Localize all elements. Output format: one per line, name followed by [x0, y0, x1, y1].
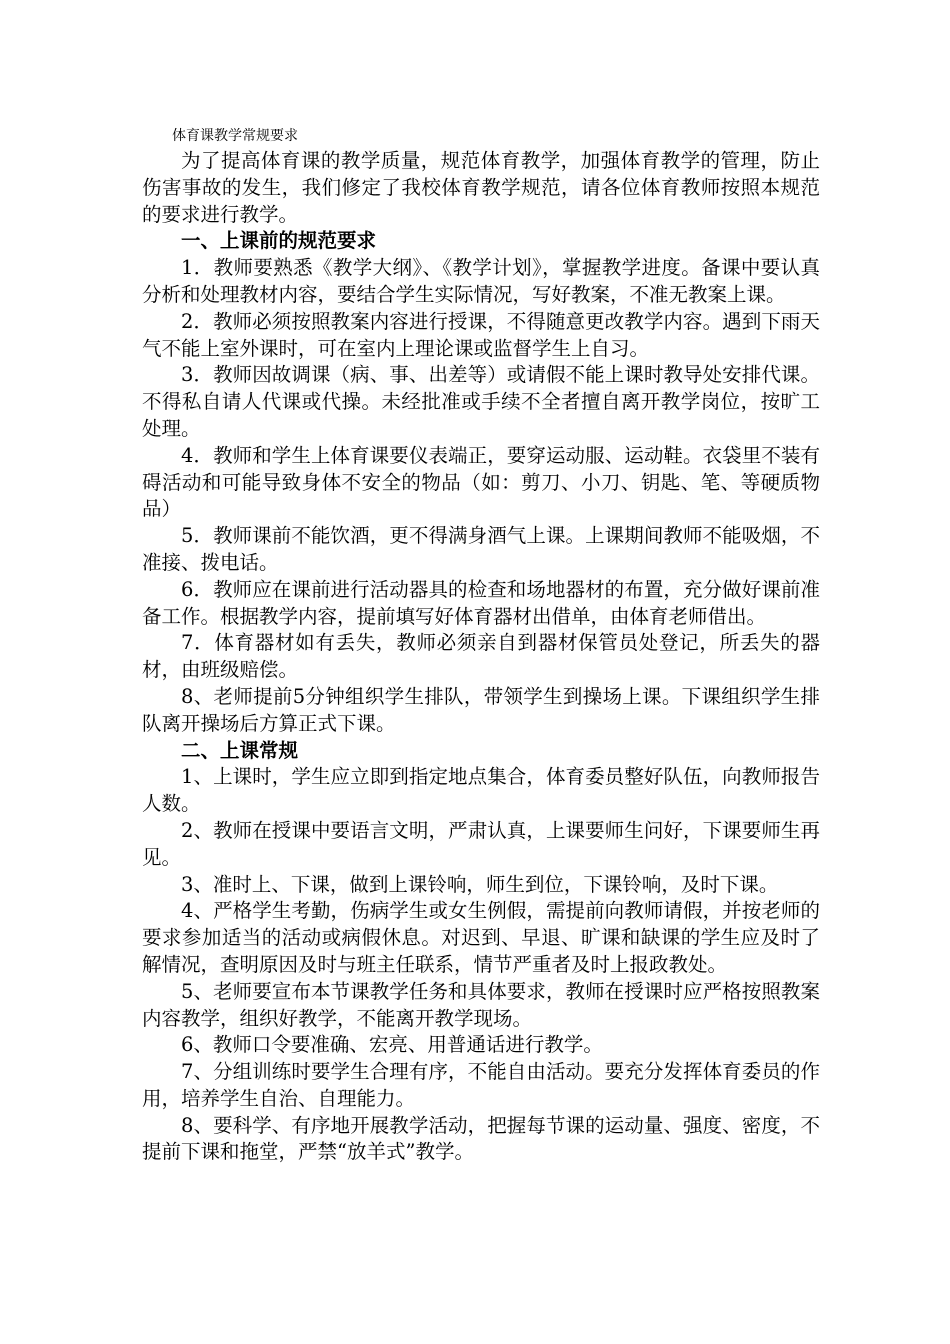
document-page: [142, 126, 820, 1166]
rule-item: 7．体育器材如有丢失，教师必须亲自到器材保管员处登记，所丢失的器材，由班级赔偿。: [142, 631, 820, 682]
rule-item: 4、严格学生考勤，伤病学生或女生例假，需提前向教师请假，并按老师的要求参加适当的活动或病假休息。对迟到、早退、旷课和缺课的学生应及时了解情况，查明原因及时与班主任联系，情节严重者及时上报政教处。: [142, 899, 820, 976]
rule-item: 2．教师必须按照教案内容进行授课，不得随意更改教学内容。遇到下雨天气不能上室外课时，可在室内上理论课或监督学生上自习。: [142, 309, 820, 360]
rule-item: 6．教师应在课前进行活动器具的检查和场地器材的布置，充分做好课前准备工作。根据教学内容，提前填写好体育器材出借单，由体育老师借出。: [142, 577, 820, 628]
section-heading-before-class: 一、上课前的规范要求: [181, 229, 377, 253]
rule-item: 5．教师课前不能饮酒，更不得满身酒气上课。上课期间教师不能吸烟，不准接、拨电话。: [142, 524, 820, 574]
rule-item: 8、要科学、有序地开展教学活动，把握每节课的运动量、强度、密度，不提前下课和拖堂，严禁“放羊式”教学。: [142, 1113, 820, 1164]
intro-paragraph: 为了提高体育课的教学质量，规范体育教学，加强体育教学的管理，防止伤害事故的发生，我们修定了我校体育教学规范，请各位体育教师按照本规范的要求进行教学。: [142, 149, 820, 226]
rule-item: 1、上课时，学生应立即到指定地点集合，体育委员整好队伍，向教师报告人数。: [142, 765, 820, 816]
rule-item: 8、老师提前5分钟组织学生排队，带领学生到操场上课。下课组织学生排队离开操场后方算正式下课。: [142, 684, 820, 735]
rule-item: 1．教师要熟悉《教学大纲》、《教学计划》，掌握教学进度。备课中要认真分析和处理教材内容，要结合学生实际情况，写好教案，不准无教案上课。: [142, 256, 820, 306]
rule-item: 5、老师要宣布本节课教学任务和具体要求，教师在授课时应严格按照教案内容教学，组织好教学，不能离开教学现场。: [142, 979, 820, 1030]
rule-item: 2、教师在授课中要语言文明，严肃认真，上课要师生问好，下课要师生再见。: [142, 818, 820, 869]
section-heading-class-routine: 二、上课常规: [181, 738, 299, 762]
rule-item: 7、分组训练时要学生合理有序，不能自由活动。要充分发挥体育委员的作用，培养学生自治、自理能力。: [142, 1060, 820, 1110]
rule-item: 4．教师和学生上体育课要仪表端正，要穿运动服、运动鞋。衣袋里不装有碍活动和可能导致身体不安全的物品（如：剪刀、小刀、钥匙、笔、等硬质物品）: [142, 443, 820, 521]
rule-item: 6、教师口令要准确、宏亮、用普通话进行教学。: [181, 1033, 603, 1057]
rule-item: 3、准时上、下课，做到上课铃响，师生到位，下课铃响，及时下课。: [181, 872, 779, 896]
document-title: 体育课教学常规要求: [172, 128, 298, 144]
rule-item: 3．教师因故调课（病、事、出差等）或请假不能上课时教导处安排代课。不得私自请人代课或代操。未经批准或手续不全者擅自离开教学岗位，按旷工处理。: [142, 363, 820, 440]
